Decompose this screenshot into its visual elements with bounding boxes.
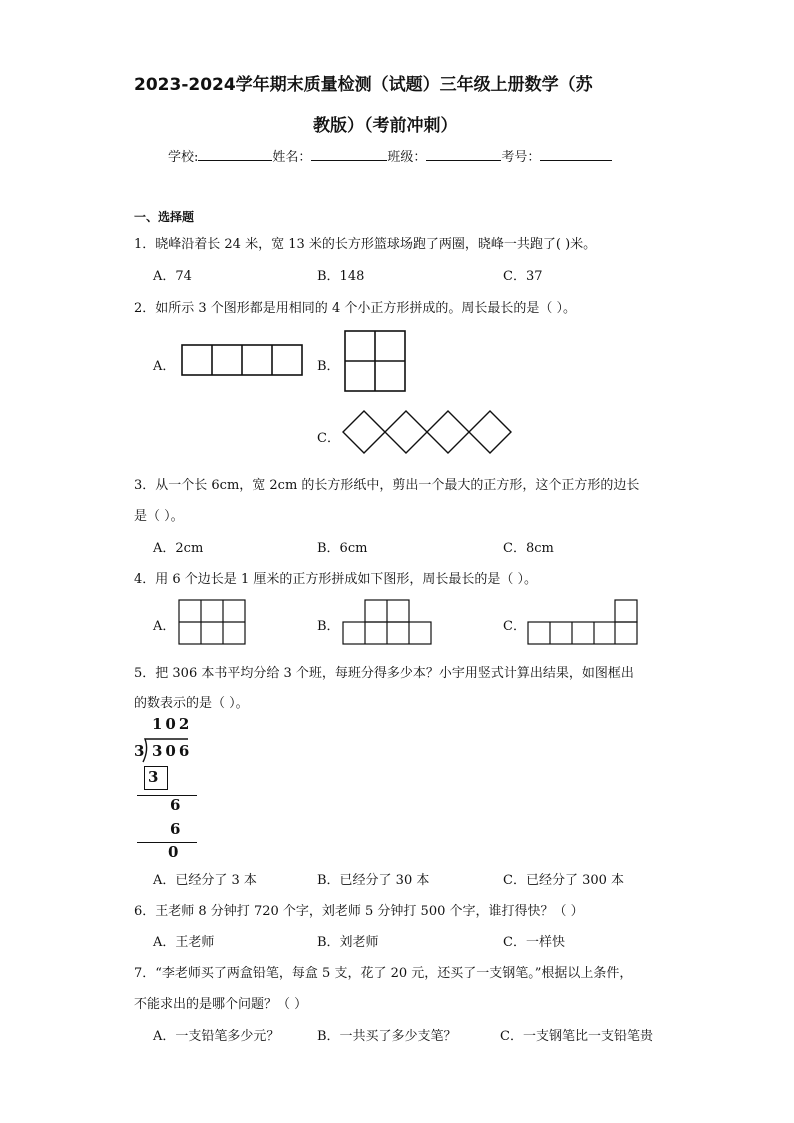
division-remainder: 0 bbox=[168, 843, 179, 861]
class-blank[interactable] bbox=[426, 148, 501, 161]
q4-option-c[interactable]: C． bbox=[503, 619, 526, 634]
division-quotient: 102 bbox=[152, 715, 193, 733]
name-blank[interactable] bbox=[311, 148, 387, 161]
q3-option-a[interactable]: A．2cm bbox=[153, 541, 204, 556]
q7-option-a[interactable]: A．一支铅笔多少元？ bbox=[153, 1029, 280, 1044]
q1-option-c[interactable]: C．37 bbox=[503, 269, 543, 284]
q2-figure-a-four-squares-in-row bbox=[181, 344, 303, 376]
q3-option-b[interactable]: B．6cm bbox=[317, 541, 368, 556]
division-step-1: 6 bbox=[170, 796, 181, 814]
q2-figure-c-four-diamonds bbox=[342, 410, 514, 454]
school-blank[interactable] bbox=[198, 148, 272, 161]
q2-option-a[interactable]: A． bbox=[153, 359, 176, 374]
division-boxed-digit: 3 bbox=[148, 768, 159, 786]
q4-option-b[interactable]: B． bbox=[317, 619, 340, 634]
number-blank[interactable] bbox=[540, 148, 612, 161]
page-title-line1: 2023-2024学年期末质量检测（试题）三年级上册数学（苏 bbox=[134, 75, 593, 95]
q4-option-a[interactable]: A． bbox=[153, 619, 176, 634]
division-divisor: 3 bbox=[134, 742, 145, 760]
question-7-line2: 不能求出的是哪个问题？（ ） bbox=[134, 997, 308, 1012]
question-3-line2: 是（ ）。 bbox=[134, 509, 184, 524]
q5-option-a[interactable]: A．已经分了 3 本 bbox=[153, 873, 257, 888]
q2-option-b[interactable]: B． bbox=[317, 359, 340, 374]
section-heading: 一、选择题 bbox=[134, 210, 195, 224]
number-label: 考号： bbox=[501, 150, 541, 165]
question-5-line2: 的数表示的是（ ）。 bbox=[134, 696, 249, 711]
school-label: 学校: bbox=[168, 150, 199, 165]
question-3-line1: 3．从一个长 6cm，宽 2cm 的长方形纸中，剪出一个最大的正方形，这个正方形的边长 bbox=[134, 478, 640, 493]
question-5-line1: 5．把 306 本书平均分给 3 个班，每班分得多少本？小宇用竖式计算出结果，如图框出 bbox=[134, 666, 634, 681]
question-1: 1．晓峰沿着长 24 米，宽 13 米的长方形篮球场跑了两圈，晓峰一共跑了( )米。 bbox=[134, 237, 597, 252]
q7-option-c[interactable]: C．一支钢笔比一支铅笔贵 bbox=[500, 1029, 653, 1044]
q4-figure-a-2x3-rectangle bbox=[178, 599, 246, 645]
question-7-line1: 7．“李老师买了两盒铅笔，每盒 5 支，花了 20 元，还买了一支钢笔。”根据以上条件， bbox=[134, 966, 633, 981]
q5-option-b[interactable]: B．已经分了 30 本 bbox=[317, 873, 430, 888]
q2-figure-b-2x2-square bbox=[344, 330, 406, 392]
q6-option-b[interactable]: B．刘老师 bbox=[317, 935, 379, 950]
division-line-1 bbox=[137, 795, 197, 796]
question-2: 2．如所示 3 个图形都是用相同的 4 个小正方形拼成的。周长最长的是（ ）。 bbox=[134, 301, 576, 316]
question-4: 4．用 6 个边长是 1 厘米的正方形拼成如下图形，周长最长的是（ ）。 bbox=[134, 572, 537, 587]
q3-option-c[interactable]: C．8cm bbox=[503, 541, 554, 556]
q1-option-b[interactable]: B．148 bbox=[317, 269, 365, 284]
class-label: 班级： bbox=[387, 150, 427, 165]
q6-option-c[interactable]: C．一样快 bbox=[503, 935, 565, 950]
student-info-row bbox=[168, 146, 612, 165]
q6-option-a[interactable]: A．王老师 bbox=[153, 935, 215, 950]
q2-option-c[interactable]: C． bbox=[317, 431, 340, 446]
division-step-2: 6 bbox=[170, 820, 181, 838]
name-label: 姓名： bbox=[272, 150, 312, 165]
q5-option-c[interactable]: C．已经分了 300 本 bbox=[503, 873, 625, 888]
division-dividend: 306 bbox=[152, 742, 193, 760]
q4-figure-c-l-shape bbox=[527, 599, 639, 645]
q4-figure-b-step-shape bbox=[342, 599, 434, 645]
q1-option-a[interactable]: A．74 bbox=[153, 269, 192, 284]
page-title-line2: 教版）（考前冲刺） bbox=[313, 116, 458, 136]
question-6: 6．王老师 8 分钟打 720 个字，刘老师 5 分钟打 500 个字，谁打得快？（ ） bbox=[134, 904, 584, 919]
q7-option-b[interactable]: B．一共买了多少支笔？ bbox=[317, 1029, 457, 1044]
division-line-2 bbox=[137, 842, 197, 843]
